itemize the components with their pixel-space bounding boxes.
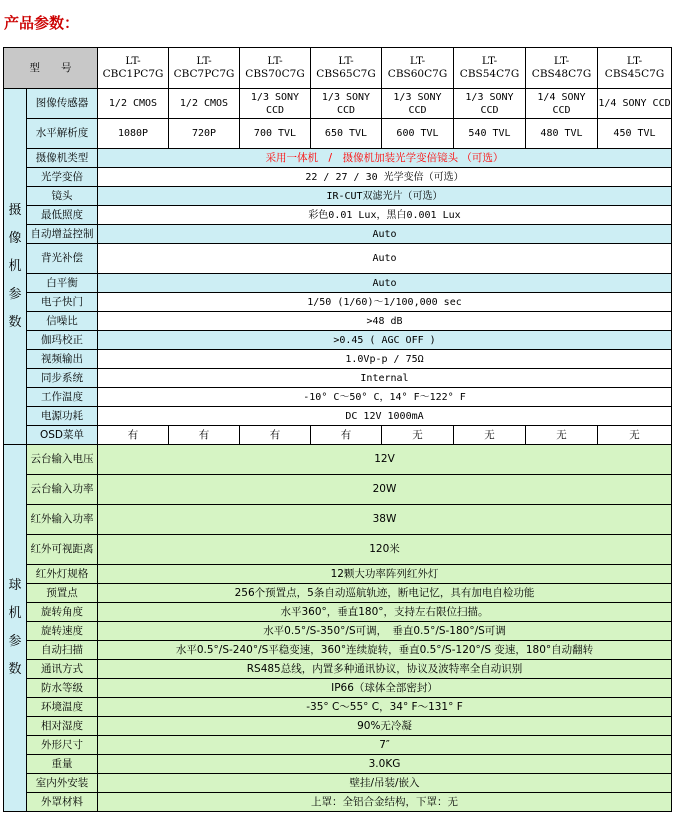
camera-section-text: 摄 像 机 参 数 bbox=[8, 202, 22, 330]
row-value: Auto bbox=[98, 244, 672, 274]
model-name: LT-CBS48C7G bbox=[526, 48, 598, 89]
model-name: LT-CBC1PC7G bbox=[98, 48, 169, 89]
row-label: 红外可视距离 bbox=[27, 535, 98, 565]
row-value: 水平360°，垂直180°，支持左右限位扫描。 bbox=[98, 603, 672, 622]
osd-value: 有 bbox=[169, 426, 240, 445]
ptz-section-text: 球 机 参 数 bbox=[8, 578, 22, 677]
sensor-value: 1/4 SONY CCD bbox=[526, 89, 598, 119]
row-value: 3.0KG bbox=[98, 755, 672, 774]
row-label: 伽玛校正 bbox=[27, 331, 98, 350]
model-name: LT-CBS45C7G bbox=[598, 48, 672, 89]
row-value: Auto bbox=[98, 274, 672, 293]
row-value: >48 dB bbox=[98, 312, 672, 331]
row-value: Auto bbox=[98, 225, 672, 244]
resolution-value: 1080P bbox=[98, 119, 169, 149]
row-value: 7″ bbox=[98, 736, 672, 755]
page-title: 产品参数： bbox=[4, 14, 80, 32]
row-label: 光学变倍 bbox=[27, 168, 98, 187]
row-label: 通讯方式 bbox=[27, 660, 98, 679]
row-value: 水平0.5°/S-350°/S可调， 垂直0.5°/S-180°/S可调 bbox=[98, 622, 672, 641]
row-label: 环境温度 bbox=[27, 698, 98, 717]
resolution-value: 480 TVL bbox=[526, 119, 598, 149]
row-value: IR-CUT双滤光片（可选） bbox=[98, 187, 672, 206]
osd-value: 有 bbox=[98, 426, 169, 445]
resolution-value: 720P bbox=[169, 119, 240, 149]
row-label: 自动扫描 bbox=[27, 641, 98, 660]
ptz-section-label bbox=[4, 445, 27, 812]
row-label: 电源功耗 bbox=[27, 407, 98, 426]
row-label: 摄像机类型 bbox=[27, 149, 98, 168]
sensor-value: 1/2 CMOS bbox=[169, 89, 240, 119]
model-label: 型 号 bbox=[4, 48, 98, 89]
resolution-value: 600 TVL bbox=[382, 119, 454, 149]
row-value: RS485总线，内置多种通讯协议，协议及波特率全自动识别 bbox=[98, 660, 672, 679]
model-name: LT-CBS54C7G bbox=[454, 48, 526, 89]
row-label: 水平解析度 bbox=[27, 119, 98, 149]
row-value: 90%无冷凝 bbox=[98, 717, 672, 736]
row-label: 预置点 bbox=[27, 584, 98, 603]
row-value: 1/50 (1/60)～1/100,000 sec bbox=[98, 293, 672, 312]
row-label: 云台输入功率 bbox=[27, 475, 98, 505]
sensor-value: 1/3 SONY CCD bbox=[382, 89, 454, 119]
sensor-value: 1/4 SONY CCD bbox=[598, 89, 672, 119]
sensor-value: 1/3 SONY CCD bbox=[240, 89, 311, 119]
osd-value: 无 bbox=[382, 426, 454, 445]
osd-value: 无 bbox=[454, 426, 526, 445]
row-value: 上罩：全铝合金结构，下罩：无 bbox=[98, 793, 672, 812]
camera-section-label bbox=[4, 89, 27, 445]
osd-value: 有 bbox=[311, 426, 382, 445]
row-value: 12V bbox=[98, 445, 672, 475]
osd-value: 无 bbox=[598, 426, 672, 445]
row-value: 22 / 27 / 30 光学变倍（可选） bbox=[98, 168, 672, 187]
model-name: LT-CBS65C7G bbox=[311, 48, 382, 89]
row-label: 旋转速度 bbox=[27, 622, 98, 641]
row-value: 1.0Vp-p / 75Ω bbox=[98, 350, 672, 369]
row-label: 白平衡 bbox=[27, 274, 98, 293]
row-value: 256个预置点，5条自动巡航轨迹，断电记忆，具有加电自检功能 bbox=[98, 584, 672, 603]
row-label: OSD菜单 bbox=[27, 426, 98, 445]
row-label: 图像传感器 bbox=[27, 89, 98, 119]
row-value: 12颗大功率阵列红外灯 bbox=[98, 565, 672, 584]
row-value: IP66（球体全部密封） bbox=[98, 679, 672, 698]
row-label: 外形尺寸 bbox=[27, 736, 98, 755]
resolution-value: 540 TVL bbox=[454, 119, 526, 149]
row-value: 彩色0.01 Lux，黑白0.001 Lux bbox=[98, 206, 672, 225]
row-label: 工作温度 bbox=[27, 388, 98, 407]
row-value: Internal bbox=[98, 369, 672, 388]
row-value: 38W bbox=[98, 505, 672, 535]
row-value: 壁挂/吊装/嵌入 bbox=[98, 774, 672, 793]
row-value: 20W bbox=[98, 475, 672, 505]
row-label: 旋转角度 bbox=[27, 603, 98, 622]
row-label: 室内外安装 bbox=[27, 774, 98, 793]
row-label: 重量 bbox=[27, 755, 98, 774]
spec-table bbox=[3, 47, 672, 812]
sensor-value: 1/3 SONY CCD bbox=[311, 89, 382, 119]
row-label: 红外灯规格 bbox=[27, 565, 98, 584]
row-label: 背光补偿 bbox=[27, 244, 98, 274]
row-label: 外罩材料 bbox=[27, 793, 98, 812]
osd-value: 有 bbox=[240, 426, 311, 445]
row-label: 相对湿度 bbox=[27, 717, 98, 736]
resolution-value: 650 TVL bbox=[311, 119, 382, 149]
osd-value: 无 bbox=[526, 426, 598, 445]
sensor-value: 1/2 CMOS bbox=[98, 89, 169, 119]
sensor-value: 1/3 SONY CCD bbox=[454, 89, 526, 119]
row-value: DC 12V 1000mA bbox=[98, 407, 672, 426]
resolution-value: 450 TVL bbox=[598, 119, 672, 149]
model-name: LT-CBS60C7G bbox=[382, 48, 454, 89]
model-name: LT-CBS70C7G bbox=[240, 48, 311, 89]
row-value: -35° C～55° C，34° F～131° F bbox=[98, 698, 672, 717]
row-value: >0.45 ( AGC OFF ) bbox=[98, 331, 672, 350]
row-label: 最低照度 bbox=[27, 206, 98, 225]
row-label: 云台输入电压 bbox=[27, 445, 98, 475]
row-label: 视频输出 bbox=[27, 350, 98, 369]
row-value: -10° C～50° C，14° F～122° F bbox=[98, 388, 672, 407]
row-label: 电子快门 bbox=[27, 293, 98, 312]
row-label: 信噪比 bbox=[27, 312, 98, 331]
model-name: LT-CBC7PC7G bbox=[169, 48, 240, 89]
row-label: 镜头 bbox=[27, 187, 98, 206]
resolution-value: 700 TVL bbox=[240, 119, 311, 149]
row-label: 红外输入功率 bbox=[27, 505, 98, 535]
row-value: 120米 bbox=[98, 535, 672, 565]
row-label: 自动增益控制 bbox=[27, 225, 98, 244]
row-value: 水平0.5°/S-240°/S平稳变速，360°连续旋转，垂直0.5°/S-120°/S 变速，180°自动翻转 bbox=[98, 641, 672, 660]
row-label: 防水等级 bbox=[27, 679, 98, 698]
row-value: 采用一体机 / 摄像机加装光学变倍镜头 （可选） bbox=[98, 149, 672, 168]
row-label: 同步系统 bbox=[27, 369, 98, 388]
